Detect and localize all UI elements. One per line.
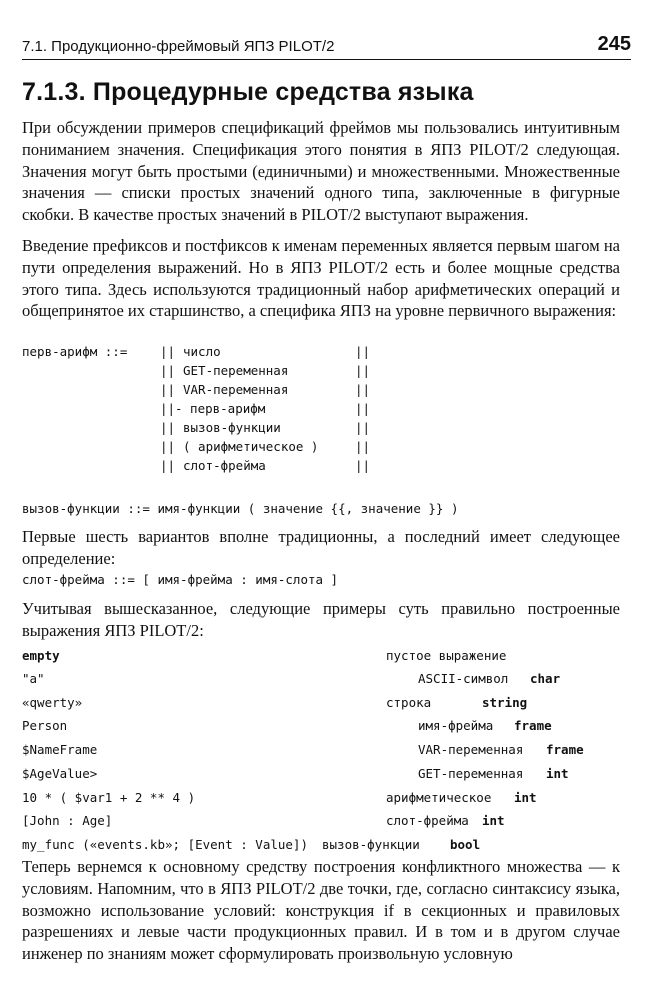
- example-desc: GET-переменная: [418, 766, 524, 781]
- example-expr: my_func («events.kb»; [Event : Value]): [22, 837, 308, 852]
- example-type: frame: [514, 718, 552, 733]
- example-desc: ASCII-символ: [418, 671, 509, 686]
- example-type: int: [482, 813, 505, 828]
- grammar-bar-right: ||: [355, 401, 371, 416]
- example-desc: вызов-функции: [322, 837, 420, 852]
- example-type: char: [530, 671, 561, 686]
- grammar-bar-left: ||: [160, 363, 176, 378]
- grammar-bar-left: ||: [160, 420, 176, 435]
- grammar-alt: число: [183, 344, 221, 359]
- grammar-bar-left: ||: [160, 401, 176, 416]
- grammar-bar-left: ||: [160, 344, 176, 359]
- example-expr: $NameFrame: [22, 742, 98, 757]
- grammar-alt: VAR-переменная: [183, 382, 289, 397]
- example-type: int: [546, 766, 569, 781]
- grammar-alt: GET-переменная: [183, 363, 289, 378]
- func-call-rule: вызов-функции ::= имя-функции ( значение {{, значение }} ): [22, 501, 459, 516]
- slot-rule: слот-фрейма ::= [ имя-фрейма : имя-слота ]: [22, 572, 339, 587]
- example-expr: "a": [22, 671, 45, 686]
- grammar-bar-left: ||: [160, 382, 176, 397]
- section-title: 7.1.3. Процедурные средства языка: [22, 78, 474, 106]
- example-expr: empty: [22, 648, 60, 663]
- grammar-lhs: перв-арифм ::=: [22, 344, 128, 359]
- grammar-bar-left: ||: [160, 458, 176, 473]
- grammar-alt: ( арифметическое ): [183, 439, 319, 454]
- example-type: string: [482, 695, 528, 710]
- grammar-bar-right: ||: [355, 420, 371, 435]
- example-type: frame: [546, 742, 584, 757]
- example-desc: арифметическое: [386, 790, 492, 805]
- example-type: int: [514, 790, 537, 805]
- paragraph-2: Введение префиксов и постфиксов к именам переменных является первым шагом на пути определения выражений. Но в ЯПЗ PILOT/2 есть и более мощные средства этого типа. Здесь используются традиционный набор арифметических операций и общепринятое их старшинство, а специфика ЯПЗ на уровне первичного выражения:: [22, 236, 620, 321]
- example-desc: VAR-переменная: [418, 742, 524, 757]
- running-title: 7.1. Продукционно-фреймовый ЯПЗ PILOT/2: [22, 38, 335, 55]
- grammar-bar-left: ||: [160, 439, 176, 454]
- example-desc: слот-фрейма: [386, 813, 469, 828]
- running-header: [22, 33, 631, 60]
- example-expr: Person: [22, 718, 68, 733]
- paragraph-5: Теперь вернемся к основному средству построения конфликтного множества — к условиям. Напомним, что в ЯПЗ PILOT/2 две точки, где, согласно синтаксису языка, возможно использование условий: конструкция if в секционных и правиловых разрешениях и левые части продукционных правил. И в том и в другом случае инженер по знаниям может сформулировать произвольную условную: [22, 857, 620, 964]
- example-desc: пустое выражение: [386, 648, 507, 663]
- grammar-alt: вызов-функции: [183, 420, 281, 435]
- grammar-bar-right: ||: [355, 439, 371, 454]
- example-desc: имя-фрейма: [418, 718, 494, 733]
- grammar-bar-right: ||: [355, 458, 371, 473]
- paragraph-4: Учитывая вышесказанное, следующие примеры суть правильно построенные выражения ЯПЗ PILOT/2:: [22, 599, 620, 640]
- paragraph-1: При обсуждении примеров спецификаций фреймов мы пользовались интуитивным пониманием значения. Спецификация этого понятия в ЯПЗ PILOT/2 следующая. Значения могут быть простыми (единичными) и множественными. Множественные значения — списки простых значений одного типа, заключенные в фигурные скобки. В качестве простых значений в PILOT/2 выступают выражения.: [22, 118, 620, 225]
- paragraph-3: Первые шесть вариантов вполне традиционны, а последний имеет следующее определение:: [22, 527, 620, 568]
- example-desc: строка: [386, 695, 432, 710]
- example-type: bool: [450, 837, 481, 852]
- grammar-alt: слот-фрейма: [183, 458, 266, 473]
- example-expr: [John : Age]: [22, 813, 113, 828]
- page-number: 245: [597, 33, 631, 55]
- example-expr: $AgeValue>: [22, 766, 98, 781]
- example-expr: 10 * ( $var1 + 2 ** 4 ): [22, 790, 196, 805]
- grammar-alt: - перв-арифм: [175, 401, 266, 416]
- grammar-bar-right: ||: [355, 363, 371, 378]
- grammar-bar-right: ||: [355, 382, 371, 397]
- example-expr: «qwerty»: [22, 695, 83, 710]
- grammar-bar-right: ||: [355, 344, 371, 359]
